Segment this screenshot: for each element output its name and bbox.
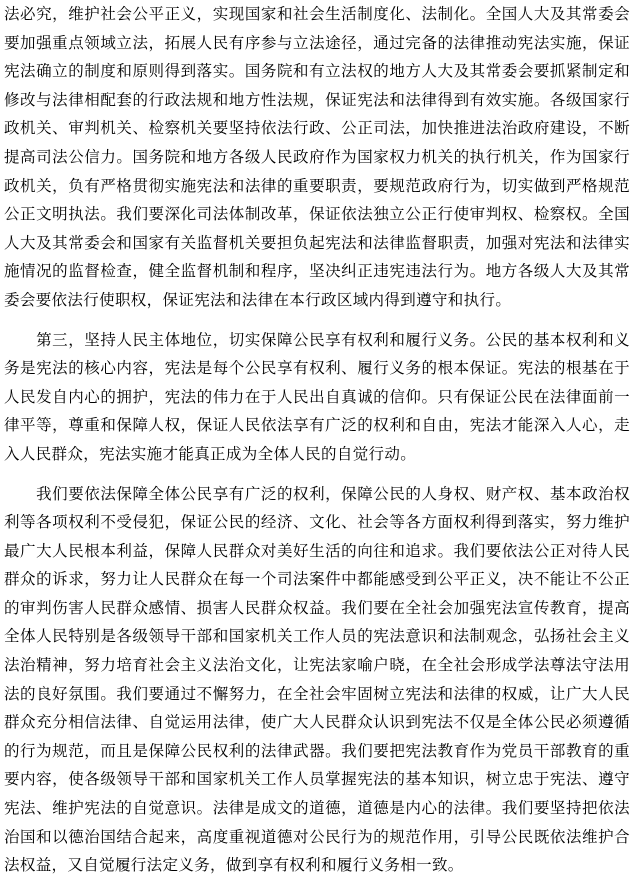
- paragraph-3: 我们要依法保障全体公民享有广泛的权利，保障公民的人身权、财产权、基本政治权利等各项权利不受侵犯，保证公民的经济、文化、社会等各方面权利得到落实，努力维护最广大人民根本利益，保障人民群众对美好生活的向往和追求。我们要依法公正对待人民群众的诉求，努力让人民群众在每一个司法案件中都能感受到公平正义，决不能让不公正的审判伤害人民群众感情、损害人民群众权益。我们要在全社会加强宪法宣传教育，提高全体人民特别是各级领导干部和国家机关工作人员的宪法意识和法制观念，弘扬社会主义法治精神，努力培育社会主义法治文化，让宪法家喻户晓，在全社会形成学法尊法守法用法的良好氛围。我们要通过不懈努力，在全社会牢固树立宪法和法律的权威，让广大人民群众充分相信法律、自觉运用法律，使广大人民群众认识到宪法不仅是全体公民必须遵循的行为规范，而且是保障公民权利的法律武器。我们要把宪法教育作为党员干部教育的重要内容，使各级领导干部和国家机关工作人员掌握宪法的基本知识，树立忠于宪法、遵守宪法、维护宪法的自觉意识。法律是成文的道德，道德是内心的法律。我们要坚持把依法治国和以德治国结合起来，高度重视道德对公民行为的规范作用，引导公民既依法维护合法权益，又自觉履行法定义务，做到享有权利和履行义务相一致。: [4, 484, 630, 875]
- paragraph-gap: [4, 469, 630, 480]
- paragraph-1: 法必究，维护社会公平正义，实现国家和社会生活制度化、法制化。全国人大及其常委会要加强重点领域立法，拓展人民有序参与立法途径，通过完备的法律推动宪法实施，保证宪法确立的制度和原则得到落实。国务院和有立法权的地方人大及其常委会要抓紧制定和修改与法律相配套的行政法规和地方性法规，保证宪法和法律得到有效实施。各级国家行政机关、审判机关、检察机关要坚持依法行政、公正司法，加快推进法治政府建设，不断提高司法公信力。国务院和地方各级人民政府作为国家权力机关的执行机关，作为国家行政机关，负有严格贯彻实施宪法和法律的重要职责，要规范政府行为，切实做到严格规范公正文明执法。我们要深化司法体制改革，保证依法独立公正行使审判权、检察权。全国人大及其常委会和国家有关监督机关要担负起宪法和法律监督职责，加强对宪法和法律实施情况的监督检查，健全监督机制和程序，坚决纠正违宪违法行为。地方各级人大及其常委会要依法行使职权，保证宪法和法律在本行政区域内得到遵守和执行。: [4, 5, 630, 309]
- paragraph-gap: [4, 315, 630, 326]
- paragraph-2: 第三，坚持人民主体地位，切实保障公民享有权利和履行义务。公民的基本权利和义务是宪法的核心内容，宪法是每个公民享有权利、履行义务的根本保证。宪法的根基在于人民发自内心的拥护，宪法的伟力在于人民出自真诚的信仰。只有保证公民在法律面前一律平等，尊重和保障人权，保证人民依法享有广泛的权利和自由，宪法才能深入人心，走入人民群众，宪法实施才能真正成为全体人民的自觉行动。: [4, 330, 630, 463]
- document-body: [4, 0, 630, 880]
